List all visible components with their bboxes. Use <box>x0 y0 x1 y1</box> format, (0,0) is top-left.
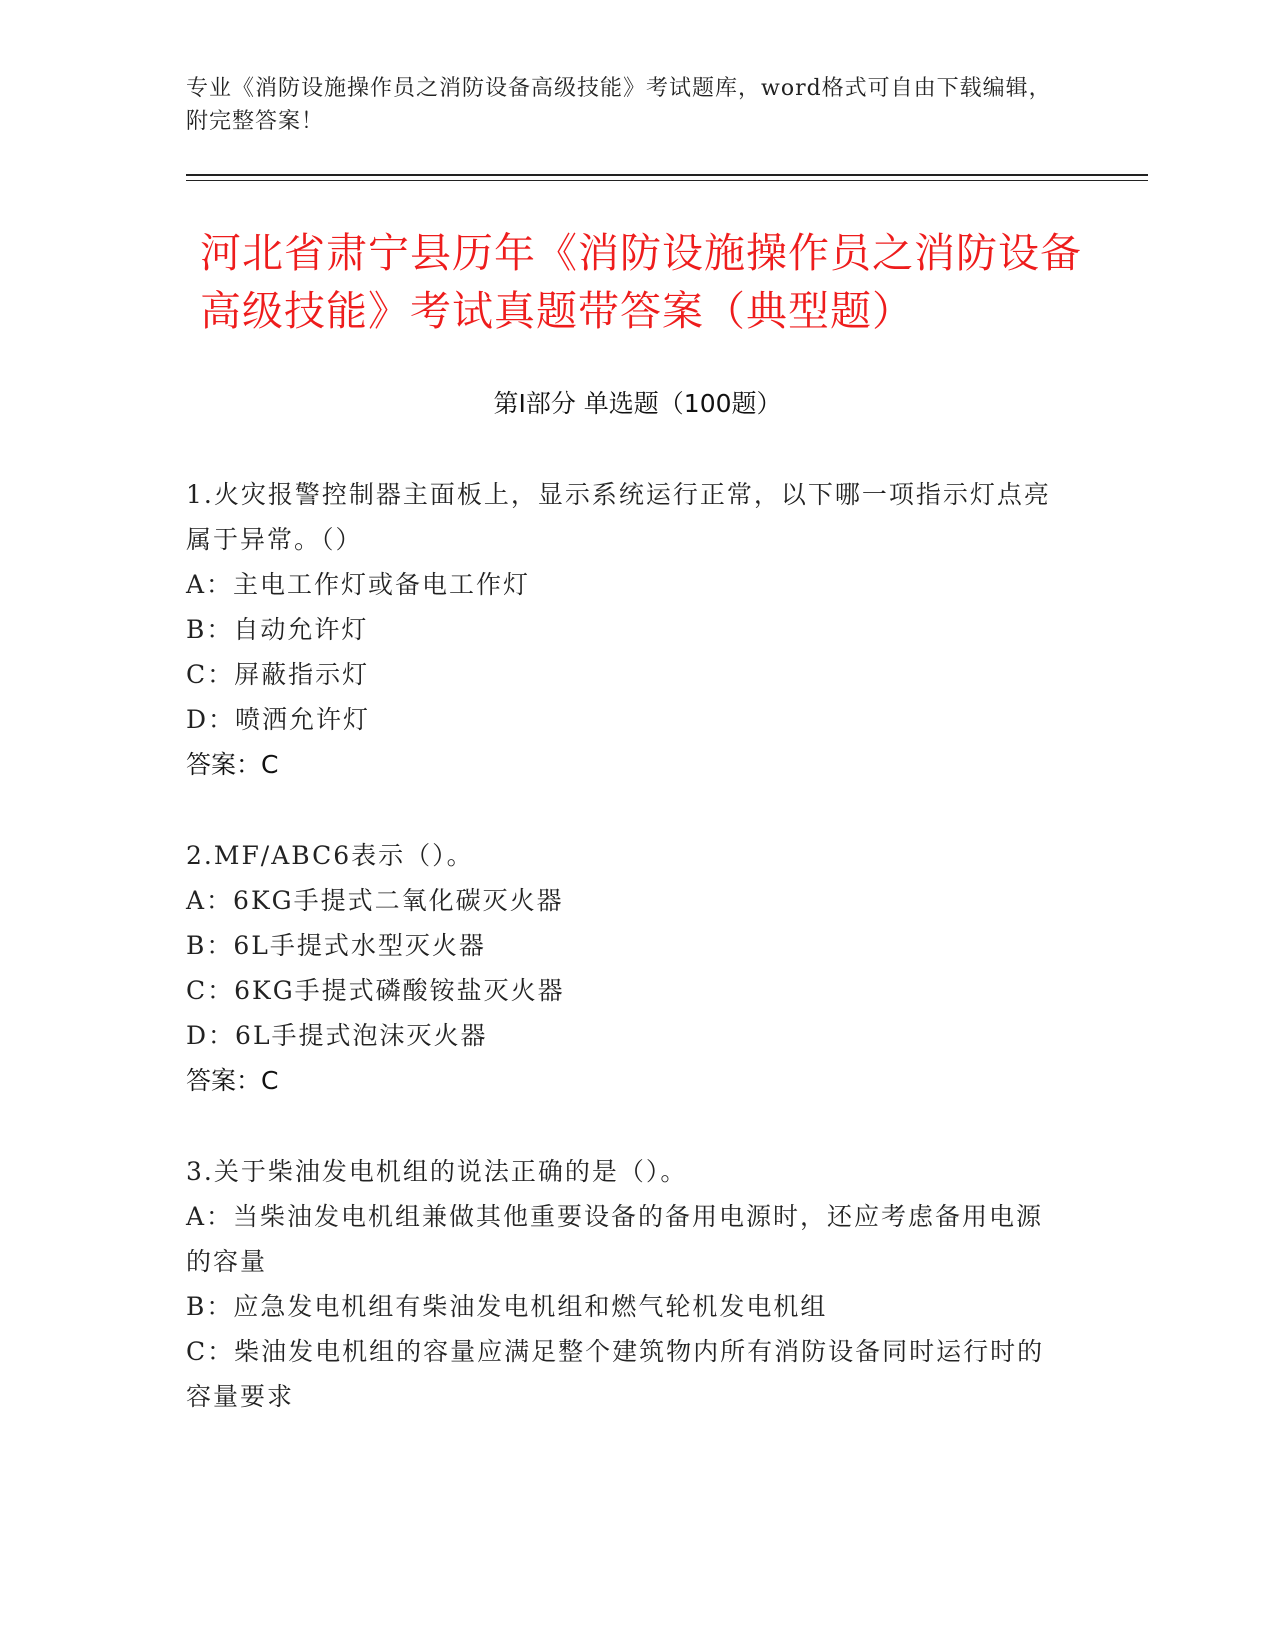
option-a: A：当柴油发电机组兼做其他重要设备的备用电源时，还应考虑备用电源的容量 <box>186 1202 1044 1276</box>
option-c: C：6KG手提式磷酸铵盐灭火器 <box>186 976 565 1005</box>
option-b: B：6L手提式水型灭火器 <box>186 931 486 960</box>
option-d: D：6L手提式泡沫灭火器 <box>186 1021 488 1050</box>
option-c: C：屏蔽指示灯 <box>186 660 370 689</box>
option-a: A：6KG手提式二氧化碳灭火器 <box>186 886 564 915</box>
question-2 <box>186 833 1066 1103</box>
answer: 答案：C <box>186 1066 279 1095</box>
option-c: C：柴油发电机组的容量应满足整个建筑物内所有消防设备同时运行时的容量要求 <box>186 1337 1045 1411</box>
question-stem: 1.火灾报警控制器主面板上，显示系统运行正常，以下哪一项指示灯点亮属于异常。（） <box>186 480 1051 554</box>
question-1 <box>186 472 1066 787</box>
section-title: 第Ⅰ部分 单选题（100题） <box>493 389 782 418</box>
option-b: B：应急发电机组有柴油发电机组和燃气轮机发电机组 <box>186 1292 828 1321</box>
document-title: 河北省肃宁县历年《消防设施操作员之消防设备高级技能》考试真题带答案（典型题） <box>200 229 1082 335</box>
question-3 <box>186 1149 1066 1419</box>
header-divider-thick <box>186 174 1148 176</box>
option-d: D：喷洒允许灯 <box>186 705 371 734</box>
answer: 答案：C <box>186 750 279 779</box>
option-b: B：自动允许灯 <box>186 615 369 644</box>
question-list <box>186 472 1066 1465</box>
header-note: 专业《消防设施操作员之消防设备高级技能》考试题库，word格式可自由下载编辑，附完整答案！ <box>186 76 1052 134</box>
question-stem: 2.MF/ABC6表示（）。 <box>186 841 474 870</box>
question-stem: 3.关于柴油发电机组的说法正确的是（）。 <box>186 1157 688 1186</box>
header-divider-thin <box>186 180 1148 181</box>
option-a: A：主电工作灯或备电工作灯 <box>186 570 531 599</box>
